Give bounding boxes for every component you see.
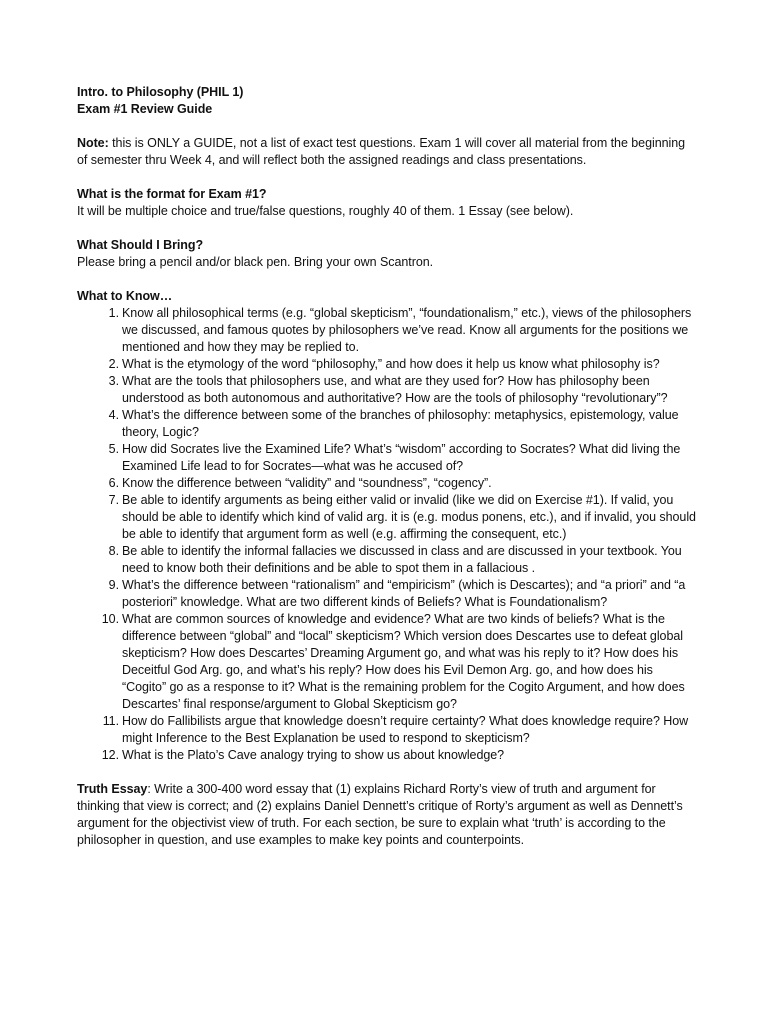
note-label: Note: — [77, 136, 109, 150]
list-item — [77, 747, 698, 764]
list-item — [77, 611, 698, 713]
list-item-number: 3. — [108, 374, 119, 388]
essay-paragraph — [77, 781, 698, 849]
list-item-text: What is the etymology of the word “philosophy,” and how does it help us know what philosophy is? — [122, 357, 660, 371]
list-item-text: Be able to identify the informal fallacies we discussed in class and are discussed in your textbook. You need to know both their definitions and be able to spot them in a fallacious . — [122, 544, 682, 575]
note-paragraph — [77, 135, 698, 169]
bring-heading: What Should I Bring? — [77, 238, 204, 252]
essay-text: : Write a 300-400 word essay that (1) explains Richard Rorty’s view of truth and argument for thinking that view is correct; and (2) explains Daniel Dennett’s critique of Rorty’s argument as well as Dennett’s argument for the objectivist view of truth. For each section, be sure to explain what ‘truth’ is according to the philosopher in question, and use examples to make key points and counterpoints. — [77, 782, 683, 847]
list-item-text: Know all philosophical terms (e.g. “global skepticism”, “foundationalism,” etc.), views of the philosophers we discussed, and famous quotes by philosophers we’ve read. Know all arguments for the positions we mentioned and how they may be replied to. — [122, 306, 692, 354]
format-text: It will be multiple choice and true/false questions, roughly 40 of them. 1 Essay (see below). — [77, 204, 574, 218]
list-item — [77, 441, 698, 475]
list-item-number: 10. — [101, 612, 119, 626]
list-item — [77, 356, 698, 373]
know-section — [77, 288, 698, 764]
list-item-text: What’s the difference between some of the branches of philosophy: metaphysics, epistemology, value theory, Logic? — [122, 408, 679, 439]
list-item-number: 6. — [108, 476, 119, 490]
list-item-text: How do Fallibilists argue that knowledge doesn’t require certainty? What does knowledge require? How might Inference to the Best Explanation be used to respond to skepticism? — [122, 714, 689, 745]
list-item-text: What is the Plato’s Cave analogy trying to show us about knowledge? — [122, 748, 505, 762]
list-item-text: How did Socrates live the Examined Life? What’s “wisdom” according to Socrates? What did living the Examined Life lead to for Socrates—what was he accused of? — [122, 442, 681, 473]
document-header — [77, 84, 698, 118]
know-heading: What to Know… — [77, 289, 173, 303]
list-item-text: Know the difference between “validity” and “soundness”, “cogency”. — [122, 476, 492, 490]
guide-title: Exam #1 Review Guide — [77, 102, 213, 116]
list-item — [77, 543, 698, 577]
list-item-text: What’s the difference between “rationalism” and “empiricism” (which is Descartes); and “a priori” and “a posteriori” knowledge. What are two different kinds of Beliefs? What is Foundationalism? — [122, 578, 686, 609]
format-heading: What is the format for Exam #1? — [77, 187, 267, 201]
list-item — [77, 577, 698, 611]
list-item-text: What are the tools that philosophers use, and what are they used for? How has philosophy been understood as both autonomous and authoritative? How are the tools of philosophy “revolutionary”? — [122, 374, 668, 405]
note-text: this is ONLY a GUIDE, not a list of exact test questions. Exam 1 will cover all material from the beginning of semester thru Week 4, and will reflect both the assigned readings and class presentations. — [77, 136, 686, 167]
list-item — [77, 407, 698, 441]
list-item-number: 1. — [108, 306, 119, 320]
bring-section — [77, 237, 698, 271]
list-item-number: 12. — [101, 748, 119, 762]
list-item-number: 7. — [108, 493, 119, 507]
list-item — [77, 475, 698, 492]
list-item-text: What are common sources of knowledge and evidence? What are two kinds of beliefs? What is the difference between “global” and “local” skepticism? Which version does Descartes use to defeat global skepticism? How does Descartes’ Dreaming Argument go, and what was his reply to it? How does his Deceitful God Arg. go, and what’s his reply? How does his Evil Demon Arg. go, and how does his “Cogito” go as a response to it? What is the remaining problem for the Cogito Argument, and how does Descartes’ final response/argument to Global Skepticism go? — [122, 612, 685, 711]
bring-text: Please bring a pencil and/or black pen. Bring your own Scantron. — [77, 255, 434, 269]
list-item — [77, 713, 698, 747]
list-item-number: 11. — [102, 714, 119, 728]
list-item-number: 8. — [108, 544, 119, 558]
list-item-text: Be able to identify arguments as being either valid or invalid (like we did on Exercise #1). If valid, you should be able to identify which kind of valid arg. it is (e.g. modus ponens, etc.), and if invalid, you should be able to identify that argument form as well (e.g. affirming the consequent, etc.) — [122, 493, 696, 541]
know-list — [77, 305, 698, 764]
format-section — [77, 186, 698, 220]
list-item-number: 5. — [108, 442, 119, 456]
course-title: Intro. to Philosophy (PHIL 1) — [77, 85, 244, 99]
list-item — [77, 305, 698, 356]
list-item-number: 9. — [108, 578, 119, 592]
list-item-number: 4. — [108, 408, 119, 422]
essay-label: Truth Essay — [77, 782, 148, 796]
list-item — [77, 492, 698, 543]
list-item — [77, 373, 698, 407]
list-item-number: 2. — [108, 357, 119, 371]
